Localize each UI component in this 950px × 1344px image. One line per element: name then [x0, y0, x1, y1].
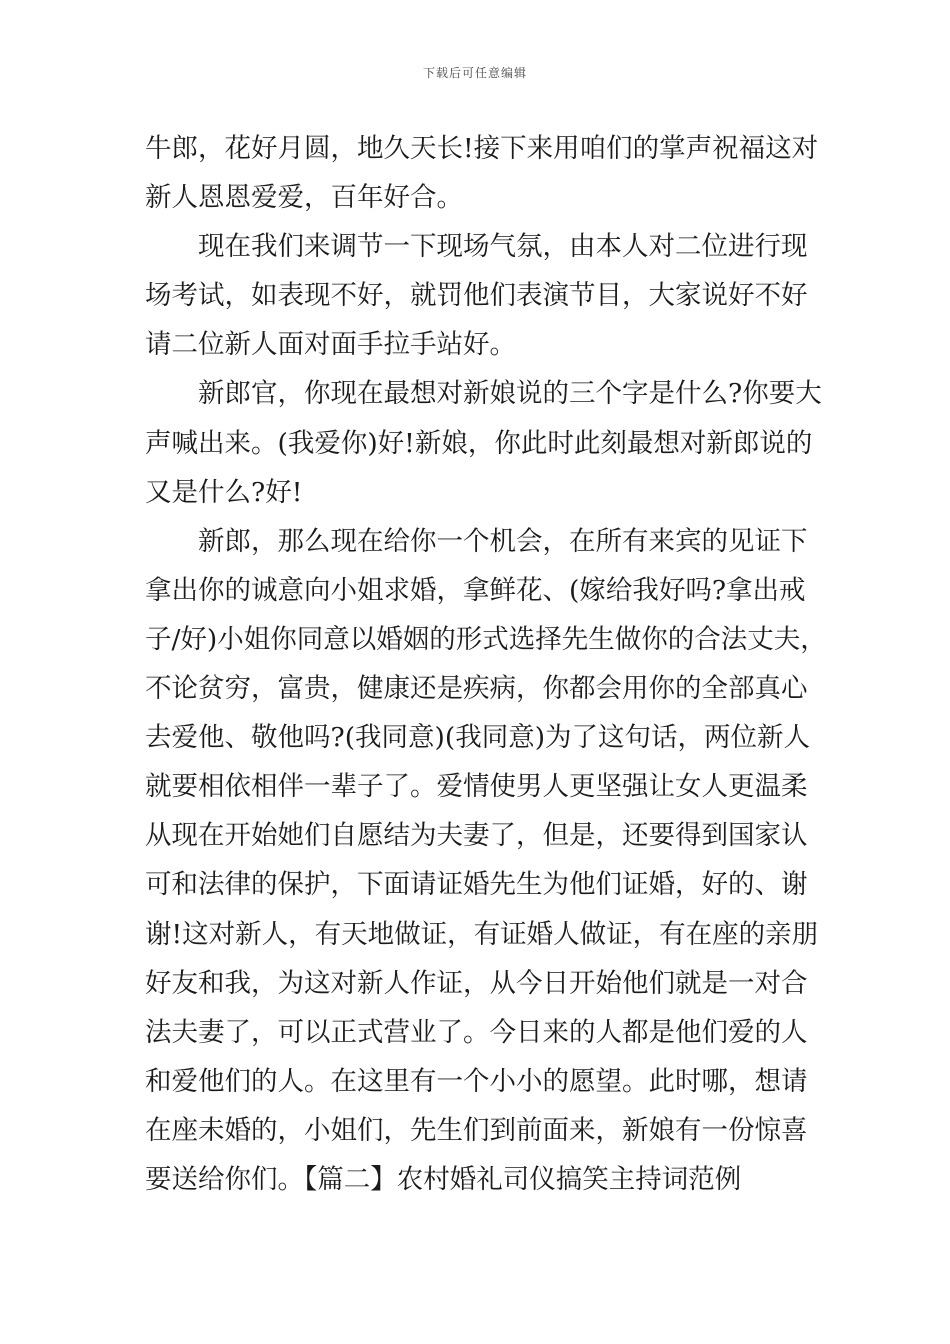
text-line: 请二位新人面对面手拉手站好。 [145, 329, 516, 361]
text-line: 现在我们来调节一下现场气氛，由本人对二位进行现 [198, 231, 808, 263]
text-line: 从现在开始她们自愿结为夫妻了，但是，还要得到国家认 [145, 820, 808, 852]
paragraph [145, 222, 815, 369]
text-line: 在座未婚的，小姐们，先生们到前面来，新娘有一份惊喜 [145, 1114, 808, 1146]
document-body [145, 124, 827, 1204]
text-line: 不论贫穷，富贵，健康还是疾病，你都会用你的全部真心 [145, 673, 808, 705]
text-line: 可和法律的保护，下面请证婚先生为他们证婚，好的、谢 [145, 869, 808, 901]
text-line: 声喊出来。(我爱你)好!新娘，你此时此刻最想对新郎说的 [145, 427, 813, 459]
text-line: 新郎官，你现在最想对新娘说的三个字是什么?你要大 [198, 378, 822, 410]
paragraph [145, 369, 822, 516]
text-line: 新郎，那么现在给你一个机会，在所有来宾的见证下 [198, 525, 808, 557]
text-line: 子/好)小姐你同意以婚姻的形式选择先生做你的合法丈夫， [145, 623, 827, 655]
text-line: 就要相依相伴一辈子了。爱情使男人更坚强让女人更温柔 [145, 771, 808, 803]
paragraph [145, 517, 827, 1204]
text-line: 又是什么?好! [145, 476, 303, 508]
text-line: 牛郎，花好月圆，地久天长!接下来用咱们的掌声祝福这对 [145, 133, 819, 164]
text-line: 场考试，如表现不好，就罚他们表演节目，大家说好不好 [145, 280, 808, 312]
text-line: 新人恩恩爱爱，百年好合。 [145, 182, 463, 214]
page-header: 下载后可任意编辑 [422, 66, 527, 80]
text-line: 要送给你们。【篇二】农村婚礼司仪搞笑主持词范例 [145, 1163, 742, 1195]
text-line: 好友和我，为这对新人作证，从今日开始他们就是一对合 [145, 967, 808, 999]
paragraph [145, 124, 819, 222]
text-line: 谢!这对新人，有天地做证，有证婚人做证，有在座的亲朋 [145, 918, 819, 950]
text-line: 去爱他、敬他吗?(我同意)(我同意)为了这句话，两位新人 [145, 722, 811, 754]
text-line: 和爱他们的人。在这里有一个小小的愿望。此时哪，想请 [145, 1065, 808, 1097]
text-line: 拿出你的诚意向小姐求婚，拿鲜花、(嫁给我好吗?拿出戒 [145, 574, 806, 606]
text-line: 法夫妻了，可以正式营业了。今日来的人都是他们爱的人 [145, 1016, 808, 1048]
